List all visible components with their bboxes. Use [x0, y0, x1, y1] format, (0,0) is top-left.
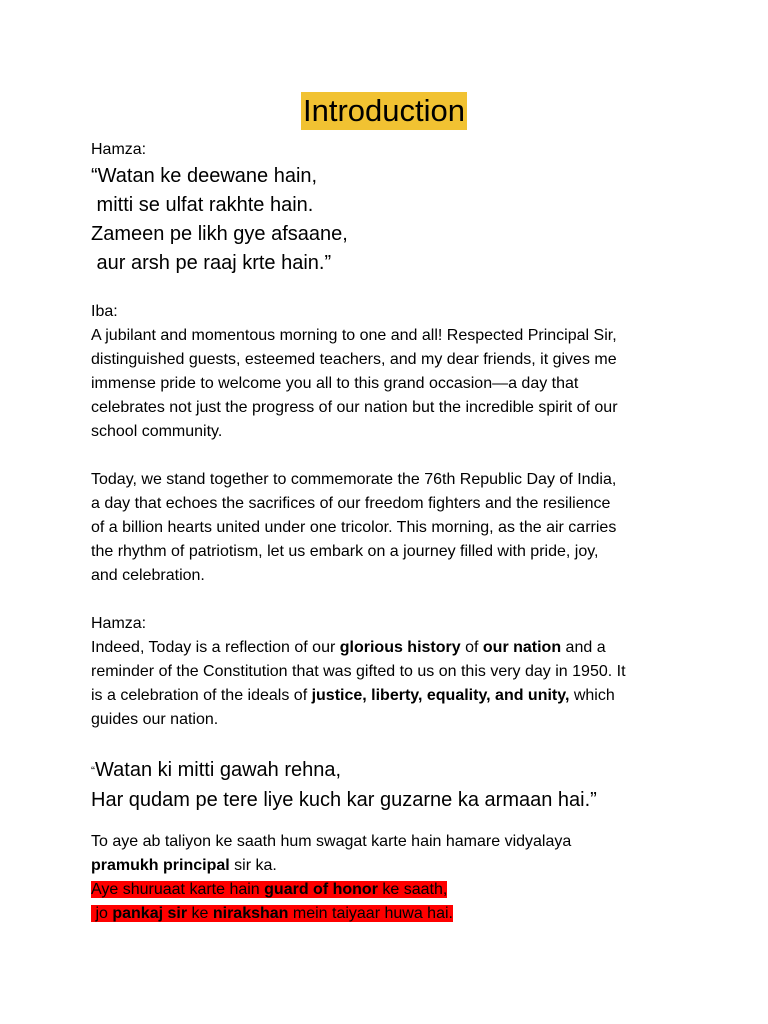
text-line: celebrates not just the progress of our nation but the incredible spirit of our — [91, 399, 618, 416]
quote-line: Har qudam pe tere liye kuch kar guzarne ka armaan hai.” — [91, 789, 597, 811]
poem-line: aur arsh pe raaj krte hain.” — [91, 252, 332, 274]
paragraph-reflection — [91, 636, 711, 732]
speaker-label-hamza: Hamza: — [91, 615, 147, 632]
text-line: a day that echoes the sacrifices of our freedom fighters and the resilience — [91, 495, 611, 512]
text-line: the rhythm of patriotism, let us embark on a journey filled with pride, joy, — [91, 543, 599, 560]
text-line: immense pride to welcome you all to this grand occasion—a day that — [91, 375, 579, 392]
bold-text: guard of honor — [264, 881, 378, 898]
text-run: sir ka. — [229, 857, 277, 874]
text-run: Aye shuruaat karte hain — [91, 881, 265, 898]
text-line: school community. — [91, 423, 223, 440]
text-line — [91, 854, 711, 878]
bold-text: pankaj sir — [112, 905, 188, 922]
paragraph-spacer — [91, 444, 711, 468]
bold-text: glorious history — [339, 639, 461, 656]
text-line: of a billion hearts united under one tricolor. This morning, as the air carries — [91, 519, 617, 536]
red-highlight — [91, 905, 453, 922]
speaker-label-hamza: Hamza: — [91, 141, 147, 158]
paragraph-welcome — [91, 324, 711, 444]
quote-mark: “ — [91, 764, 95, 778]
paragraph-republic-day — [91, 468, 711, 588]
text-run: jo — [91, 905, 113, 922]
text-run: Indeed, Today is a reflection of our — [91, 639, 340, 656]
iba-section — [91, 300, 711, 588]
bold-text: justice, liberty, equality, and unity, — [311, 687, 570, 704]
text-line: distinguished guests, esteemed teachers, and my dear friends, it gives me — [91, 351, 617, 368]
bold-text: our nation — [482, 639, 562, 656]
text-run: ke saath, — [377, 881, 448, 898]
speaker-label-iba: Iba: — [91, 303, 118, 320]
text-line: To aye ab taliyon ke saath hum swagat karte hain hamare vidyalaya — [91, 833, 572, 850]
text-run: of — [460, 639, 483, 656]
text-line — [91, 636, 711, 660]
text-run: is a celebration of the ideals of — [91, 687, 312, 704]
text-line: Today, we stand together to commemorate the 76th Republic Day of India, — [91, 471, 617, 488]
text-run: ke — [187, 905, 213, 922]
bold-text: pramukh principal — [91, 857, 230, 874]
text-line — [91, 684, 711, 708]
quote-line — [91, 756, 731, 786]
red-highlight — [91, 881, 447, 898]
poem-line: “Watan ke deewane hain, — [91, 165, 318, 187]
quote-section — [91, 756, 731, 815]
text-line: guides our nation. — [91, 711, 219, 728]
bold-text: nirakshan — [212, 905, 289, 922]
highlighted-line — [91, 902, 711, 926]
poem-line: Zameen pe likh gye afsaane, — [91, 223, 348, 245]
text-run: Watan ki mitti gawah rehna, — [95, 759, 342, 781]
text-run: which — [569, 687, 615, 704]
title-container — [0, 92, 768, 130]
text-run: and a — [561, 639, 606, 656]
hamza-intro-section — [91, 138, 691, 278]
text-line: reminder of the Constitution that was gifted to us on this very day in 1950. It — [91, 663, 626, 680]
page-title: Introduction — [303, 93, 465, 128]
poem-line: mitti se ulfat rakhte hain. — [91, 194, 314, 216]
text-line: and celebration. — [91, 567, 205, 584]
highlighted-line — [91, 878, 711, 902]
closing-section — [91, 830, 711, 926]
hamza-reflection-section — [91, 612, 711, 732]
text-run: mein taiyaar huwa hai. — [288, 905, 453, 922]
text-line: A jubilant and momentous morning to one and all! Respected Principal Sir, — [91, 327, 617, 344]
